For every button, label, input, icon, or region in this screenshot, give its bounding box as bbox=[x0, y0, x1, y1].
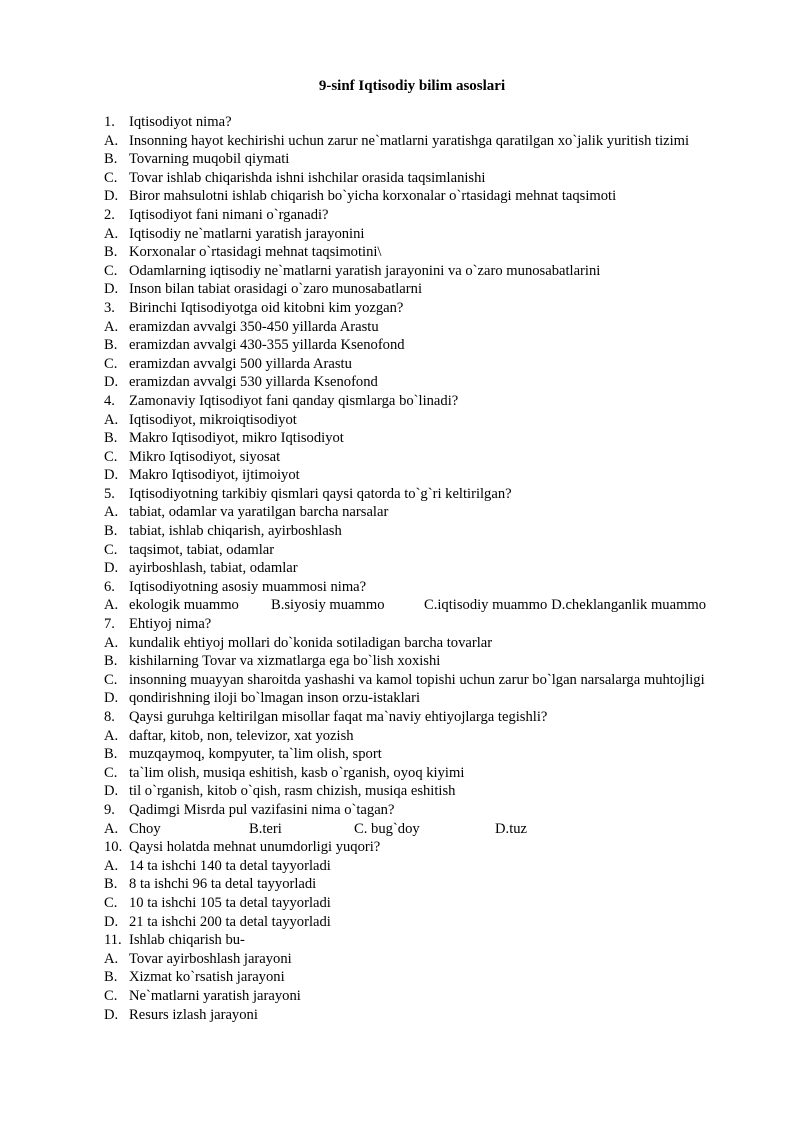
answer-option bbox=[104, 466, 744, 485]
option-label: C. bbox=[104, 262, 118, 279]
option-label: A. bbox=[104, 634, 119, 651]
question-text: Qaysi guruhga keltirilgan misollar faqat ma`naviy ehtiyojlarga tegishli? bbox=[129, 709, 548, 725]
answer-option bbox=[104, 243, 744, 262]
option-text: kishilarning Tovar va xizmatlarga ega bo`lish xoxishi bbox=[129, 653, 441, 670]
option-label: A. bbox=[104, 820, 119, 837]
option-d-text: D.cheklanganlik muammo bbox=[551, 597, 707, 614]
answer-option bbox=[104, 169, 744, 188]
question-number: 6. bbox=[104, 578, 115, 595]
question-number: 1. bbox=[104, 114, 115, 130]
option-text: Biror mahsulotni ishlab chiqarish bo`yicha korxonalar o`rtasidagi mehnat taqsimoti bbox=[129, 188, 617, 205]
document-title: 9-sinf Iqtisodiy bilim asoslari bbox=[318, 78, 506, 94]
option-label: B. bbox=[104, 151, 118, 168]
option-label: A. bbox=[104, 597, 119, 614]
option-label: C. bbox=[104, 169, 118, 186]
option-label: B. bbox=[104, 430, 118, 447]
option-text: Mikro Iqtisodiyot, siyosat bbox=[129, 448, 281, 465]
questions-10-11 bbox=[104, 838, 744, 1024]
option-text: Tovar ishlab chiqarishda ishni ishchilar orasida taqsimlanishi bbox=[129, 169, 486, 186]
option-a-text: Choy bbox=[129, 820, 161, 837]
question-3 bbox=[104, 299, 744, 318]
answer-option bbox=[104, 280, 744, 299]
option-text: Insonning hayot kechirishi uchun zarur ne`matlarni yaratishga qaratilgan xo`jalik yuritish tizimi bbox=[129, 132, 690, 149]
option-label: A. bbox=[104, 318, 119, 335]
question-number: 10. bbox=[104, 839, 123, 856]
answer-option bbox=[104, 875, 744, 894]
questions-1-5 bbox=[104, 113, 744, 578]
option-text: Makro Iqtisodiyot, mikro Iqtisodiyot bbox=[129, 430, 344, 447]
question-text: Ishlab chiqarish bu- bbox=[129, 932, 245, 949]
answer-option bbox=[104, 913, 744, 932]
answer-option bbox=[104, 336, 744, 355]
question-number: 7. bbox=[104, 616, 115, 633]
question-7 bbox=[104, 615, 744, 634]
answer-option bbox=[104, 634, 744, 653]
option-text: Tovarning muqobil qiymati bbox=[129, 151, 290, 168]
option-text: til o`rganish, kitob o`qish, rasm chizish, musiqa eshitish bbox=[129, 783, 456, 800]
question-2 bbox=[104, 206, 744, 225]
option-label: A. bbox=[104, 950, 119, 967]
question-6 bbox=[104, 578, 744, 597]
question-4 bbox=[104, 392, 744, 411]
option-text: muzqaymoq, kompyuter, ta`lim olish, sport bbox=[129, 746, 382, 763]
question-8 bbox=[104, 708, 744, 727]
questions-7-8 bbox=[104, 615, 744, 801]
option-label: A. bbox=[104, 132, 119, 149]
option-c-text: C. bug`doy bbox=[354, 820, 420, 837]
option-text: Tovar ayirboshlash jarayoni bbox=[129, 950, 292, 967]
option-text: Iqtisodiyot, mikroiqtisodiyot bbox=[129, 411, 297, 428]
option-text: ta`lim olish, musiqa eshitish, kasb o`rganish, oyoq kiyimi bbox=[129, 764, 465, 781]
answer-option bbox=[104, 671, 744, 690]
option-label: C. bbox=[104, 448, 118, 465]
option-text: eramizdan avvalgi 350-450 yillarda Arastu bbox=[129, 318, 379, 335]
option-label: C. bbox=[104, 764, 118, 781]
answer-option bbox=[104, 448, 744, 467]
option-text: Makro Iqtisodiyot, ijtimoiyot bbox=[129, 467, 300, 484]
option-text: ayirboshlash, tabiat, odamlar bbox=[129, 560, 298, 577]
question-number: 8. bbox=[104, 709, 115, 725]
answer-option bbox=[104, 187, 744, 206]
answer-option bbox=[104, 559, 744, 578]
option-text: taqsimot, tabiat, odamlar bbox=[129, 541, 275, 558]
option-text: 14 ta ishchi 140 ta detal tayyorladi bbox=[129, 857, 331, 874]
option-label: D. bbox=[104, 690, 119, 707]
option-b-text: B.siyosiy muammo bbox=[271, 597, 385, 614]
answer-option bbox=[104, 541, 744, 560]
option-text: Resurs izlash jarayoni bbox=[129, 1006, 258, 1023]
option-a-text: ekologik muammo bbox=[129, 597, 239, 614]
option-label: C. bbox=[104, 987, 118, 1004]
option-text: eramizdan avvalgi 430-355 yillarda Ksenofond bbox=[129, 337, 405, 354]
option-text: Odamlarning iqtisodiy ne`matlarni yaratish jarayonini va o`zaro munosabatlarini bbox=[129, 262, 601, 279]
option-text: Xizmat ko`rsatish jarayoni bbox=[129, 969, 285, 986]
option-label: C. bbox=[104, 671, 118, 688]
answer-option bbox=[104, 411, 744, 430]
option-text: eramizdan avvalgi 530 yillarda Ksenofond bbox=[129, 374, 378, 391]
option-label: A. bbox=[104, 727, 119, 744]
option-label: C. bbox=[104, 355, 118, 372]
answer-option bbox=[104, 950, 744, 969]
answer-option bbox=[104, 968, 744, 987]
answer-option bbox=[104, 373, 744, 392]
answer-option bbox=[104, 150, 744, 169]
option-label: D. bbox=[104, 467, 119, 484]
option-text: tabiat, ishlab chiqarish, ayirboshlash bbox=[129, 523, 342, 540]
option-label: B. bbox=[104, 746, 118, 763]
answer-option bbox=[104, 355, 744, 374]
option-text: tabiat, odamlar va yaratilgan barcha narsalar bbox=[129, 504, 389, 521]
option-text: qondirishning iloji bo`lmagan inson orzu-istaklari bbox=[129, 690, 421, 707]
option-label: D. bbox=[104, 188, 119, 205]
question-text: Iqtisodiyotning tarkibiy qismlari qaysi qatorda to`g`ri keltirilgan? bbox=[129, 485, 512, 502]
option-b-text: B.teri bbox=[249, 820, 282, 837]
option-label: D. bbox=[104, 783, 119, 800]
option-label: B. bbox=[104, 969, 118, 986]
answer-option bbox=[104, 689, 744, 708]
option-label: A. bbox=[104, 411, 119, 428]
option-text: eramizdan avvalgi 500 yillarda Arastu bbox=[129, 355, 352, 372]
answer-option bbox=[104, 764, 744, 783]
option-c-text: C.iqtisodiy muammo bbox=[424, 597, 548, 614]
answer-option bbox=[104, 429, 744, 448]
option-label: A. bbox=[104, 857, 119, 874]
question-text: Ehtiyoj nima? bbox=[129, 616, 212, 633]
answer-option bbox=[104, 894, 744, 913]
question-text: Qadimgi Misrda pul vazifasini nima o`tagan? bbox=[129, 801, 395, 818]
option-text: Ne`matlarni yaratish jarayoni bbox=[129, 987, 301, 1004]
option-label: A. bbox=[104, 504, 119, 521]
option-d-text: D.tuz bbox=[495, 820, 528, 837]
option-label: A. bbox=[104, 225, 119, 242]
option-text: insonning muayyan sharoitda yashashi va kamol topishi uchun zarur bo`lgan narsalarga muhtojligi bbox=[129, 671, 705, 688]
option-label: D. bbox=[104, 374, 119, 391]
answer-option bbox=[104, 262, 744, 281]
option-text: Korxonalar o`rtasidagi mehnat taqsimotini\ bbox=[129, 244, 382, 261]
option-label: C. bbox=[104, 894, 118, 911]
option-label: B. bbox=[104, 337, 118, 354]
question-9 bbox=[104, 801, 744, 820]
answer-option bbox=[104, 225, 744, 244]
option-label: D. bbox=[104, 560, 119, 577]
question-text: Iqtisodiyot nima? bbox=[129, 114, 232, 130]
option-text: 21 ta ishchi 200 ta detal tayyorladi bbox=[129, 913, 331, 930]
question-6-options bbox=[104, 596, 744, 615]
answer-option bbox=[104, 727, 744, 746]
option-label: D. bbox=[104, 913, 119, 930]
answer-option bbox=[104, 132, 744, 151]
answer-option bbox=[104, 522, 744, 541]
question-9-options bbox=[104, 820, 744, 839]
option-label: D. bbox=[104, 281, 119, 298]
question-text: Zamonaviy Iqtisodiyot fani qanday qismlarga bo`linadi? bbox=[129, 392, 459, 409]
question-list bbox=[104, 113, 744, 1024]
question-number: 9. bbox=[104, 801, 115, 818]
answer-option bbox=[104, 857, 744, 876]
answer-option bbox=[104, 503, 744, 522]
question-text: Iqtisodiyot fani nimani o`rganadi? bbox=[129, 206, 329, 223]
question-10 bbox=[104, 838, 744, 857]
answer-option bbox=[104, 782, 744, 801]
question-number: 2. bbox=[104, 206, 115, 223]
option-text: daftar, kitob, non, televizor, xat yozish bbox=[129, 727, 354, 744]
option-label: D. bbox=[104, 1006, 119, 1023]
option-label: B. bbox=[104, 876, 118, 893]
question-1 bbox=[104, 113, 744, 132]
answer-option bbox=[104, 987, 744, 1006]
question-text: Iqtisodiyotning asosiy muammosi nima? bbox=[129, 578, 367, 595]
answer-option bbox=[104, 318, 744, 337]
question-11 bbox=[104, 931, 744, 950]
question-text: Qaysi holatda mehnat unumdorligi yuqori? bbox=[129, 839, 381, 856]
answer-option bbox=[104, 1006, 744, 1025]
question-number: 3. bbox=[104, 299, 115, 316]
option-label: B. bbox=[104, 523, 118, 540]
question-text: Birinchi Iqtisodiyotga oid kitobni kim yozgan? bbox=[129, 299, 404, 316]
option-label: B. bbox=[104, 244, 118, 261]
question-number: 4. bbox=[104, 392, 115, 409]
option-text: Iqtisodiy ne`matlarni yaratish jarayonini bbox=[129, 225, 365, 242]
question-5 bbox=[104, 485, 744, 504]
answer-option bbox=[104, 745, 744, 764]
question-number: 5. bbox=[104, 485, 115, 502]
option-label: B. bbox=[104, 653, 118, 670]
option-text: 10 ta ishchi 105 ta detal tayyorladi bbox=[129, 894, 331, 911]
option-text: Inson bilan tabiat orasidagi o`zaro munosabatlarni bbox=[129, 281, 423, 298]
option-text: 8 ta ishchi 96 ta detal tayyorladi bbox=[129, 876, 317, 893]
answer-option bbox=[104, 652, 744, 671]
question-number: 11. bbox=[104, 932, 122, 949]
option-label: C. bbox=[104, 541, 118, 558]
option-text: kundalik ehtiyoj mollari do`konida sotiladigan barcha tovarlar bbox=[129, 634, 493, 651]
